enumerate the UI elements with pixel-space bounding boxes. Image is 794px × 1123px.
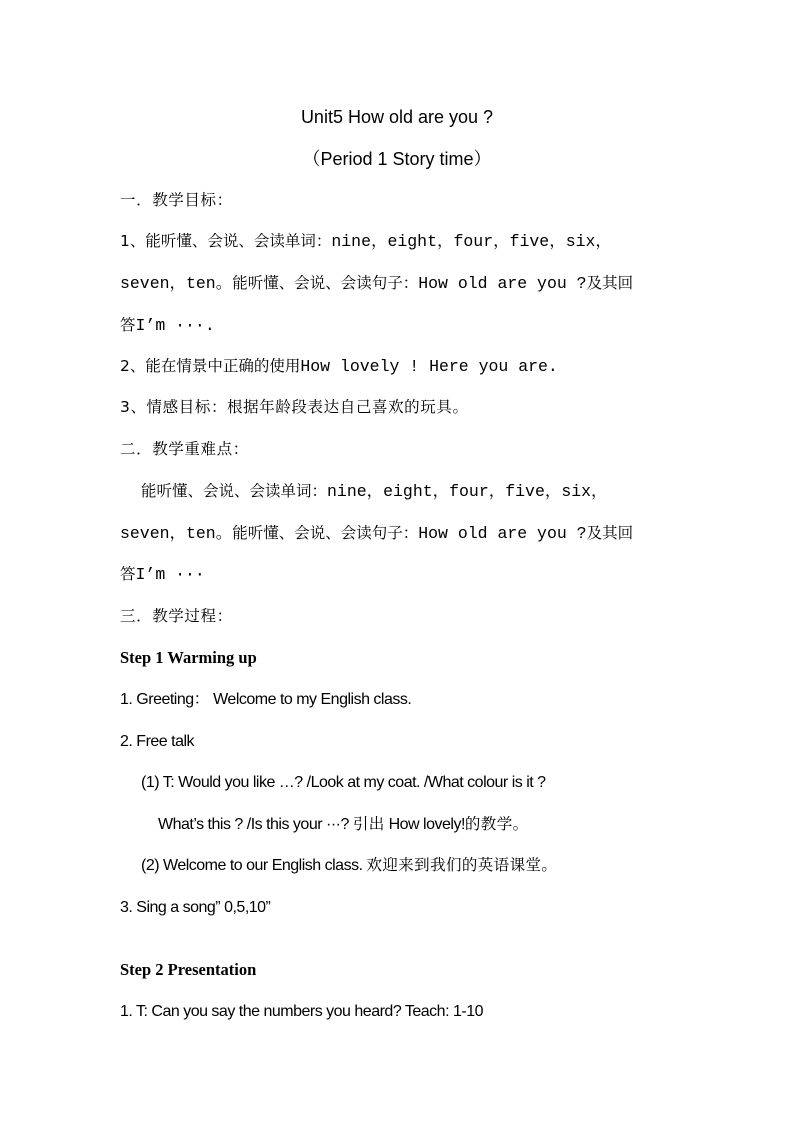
document-title: Unit5 How old are you ? — [300, 107, 494, 127]
objective-item-3: 3、情感目标：根据年龄段表达自己喜欢的玩具。 — [120, 398, 469, 416]
step-1-welcome-en: (2) Welcome to our English class. — [141, 857, 367, 874]
objective-item-1-line-3 — [120, 318, 215, 335]
step-1-free-talk-item-1-line-2 — [158, 817, 529, 833]
section-heading-key-points: 二．教学重难点： — [120, 440, 249, 458]
step-1-phrase: How lovely! — [384, 816, 465, 833]
step-1-song: 3. Sing a song” 0,5,10” — [120, 899, 271, 916]
key-points-words-intro: 能听懂、会说、会读单词： — [141, 482, 328, 500]
step-2-heading: Step 2 Presentation — [120, 960, 257, 979]
step-1-free-talk-item-1: (1) T: Would you like …? /Look at my coat. /What colour is it ? — [141, 774, 546, 791]
step-1-questions: What’s this ? /Is this your ···? — [158, 816, 353, 833]
objective-item-1-sentence: How old are you ? — [418, 274, 587, 293]
key-points-sentence-intro: 能听懂、会说、会读句子： — [232, 524, 419, 542]
objective-item-1-answer-intro: 答 — [120, 316, 136, 334]
objective-item-1-words-cont: seven，ten。 — [120, 274, 233, 293]
key-points-answer-intro: 答 — [120, 565, 136, 583]
objective-item-1-answer: I’m ···. — [135, 316, 215, 335]
key-points-line-3 — [120, 567, 205, 584]
objective-item-1-words: nine，eight，four，five，six， — [331, 232, 612, 251]
objective-item-1-line-2 — [120, 276, 633, 293]
document-subtitle: （Period 1 Story time） — [302, 149, 492, 169]
objective-item-2-phrase: How lovely ! Here you are. — [300, 357, 558, 376]
step-1-welcome-cn: 欢迎来到我们的英语课堂。 — [366, 856, 558, 874]
key-points-line-2 — [120, 526, 633, 543]
step-1-greeting: 1. Greeting： Welcome to my English class. — [120, 691, 412, 708]
key-points-words: nine，eight，four，five，six， — [327, 482, 608, 501]
objective-item-2 — [120, 359, 558, 376]
objective-item-1-prefix: 1、能听懂、会说、会读单词： — [120, 232, 332, 250]
step-1-free-talk: 2. Free talk — [120, 733, 195, 750]
key-points-words-cont: seven，ten。 — [120, 524, 233, 543]
step-1-free-talk-item-2 — [141, 858, 557, 874]
objective-item-1-line-1 — [120, 234, 612, 251]
key-points-answer: I’m ··· — [135, 565, 205, 584]
objective-item-2-prefix: 2、能在情景中正确的使用 — [120, 357, 301, 375]
step-1-lead-in: 引出 — [352, 815, 385, 833]
key-points-sentence: How old are you ? — [418, 524, 587, 543]
objective-item-1-tail: 及其回 — [586, 274, 634, 292]
section-heading-objectives: 一．教学目标： — [120, 191, 233, 209]
objective-item-1-sentence-intro: 能听懂、会说、会读句子： — [232, 274, 419, 292]
key-points-tail: 及其回 — [586, 524, 634, 542]
step-1-teaching-note: 的教学。 — [464, 815, 529, 833]
step-1-heading: Step 1 Warming up — [120, 648, 257, 667]
section-heading-process: 三．教学过程： — [120, 607, 233, 625]
step-2-item-1: 1. T: Can you say the numbers you heard? Teach: 1-10 — [120, 1003, 483, 1020]
key-points-line-1 — [141, 484, 608, 501]
